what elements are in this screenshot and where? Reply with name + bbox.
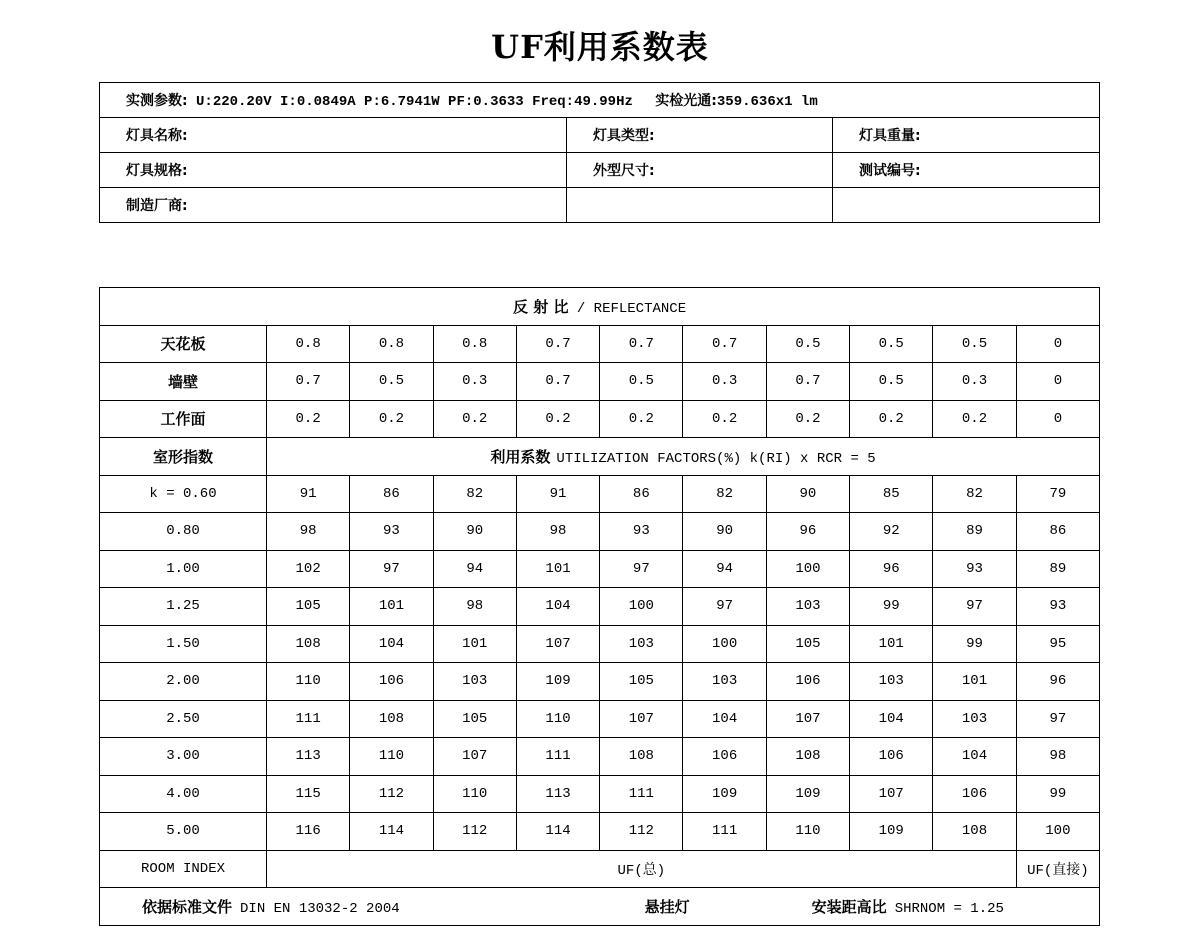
reflectance-header-en: / REFLECTANCE [576,300,687,317]
room-index-value: k = 0.60 [100,475,267,513]
room-index-value: 2.00 [100,663,267,701]
reflectance-value: 0.8 [267,325,350,363]
test-number-label: 测试编号: [833,153,1100,188]
uf-value: 101 [433,625,516,663]
uf-value: 90 [683,513,766,551]
uf-value: 98 [267,513,350,551]
measured-params-label: 实测参数: [126,93,188,109]
uf-value: 96 [850,550,933,588]
uf-value: 107 [433,738,516,776]
luminaire-type-label: 灯具类型: [567,118,833,153]
uf-value: 110 [350,738,433,776]
uf-total-label: UF(总) [267,850,1017,888]
uf-value: 115 [267,775,350,813]
uf-value: 101 [850,625,933,663]
uf-value: 91 [516,475,599,513]
uf-value: 97 [933,588,1016,626]
uf-footer-labels-row [100,850,1100,888]
luminaire-weight-label: 灯具重量: [833,118,1100,153]
reflectance-value: 0.7 [766,363,849,401]
room-index-label: 室形指数 [100,438,267,476]
uf-row [100,775,1100,813]
uf-row [100,813,1100,851]
uf-value: 103 [600,625,683,663]
uf-value: 109 [766,775,849,813]
uf-value: 112 [350,775,433,813]
reflectance-value: 0.5 [850,325,933,363]
uf-value: 109 [516,663,599,701]
reflectance-label: 天花板 [100,325,267,363]
uf-value: 93 [600,513,683,551]
room-index-value: 2.50 [100,700,267,738]
uf-value: 114 [350,813,433,851]
uf-header [267,438,1100,476]
reflectance-value: 0.2 [933,400,1016,438]
uf-value: 105 [600,663,683,701]
reflectance-value: 0.2 [850,400,933,438]
uf-value: 89 [933,513,1016,551]
uf-value: 108 [933,813,1016,851]
uf-value: 86 [600,475,683,513]
uf-value: 99 [1016,775,1099,813]
uf-value: 108 [766,738,849,776]
uf-value: 107 [600,700,683,738]
reflectance-value: 0.8 [433,325,516,363]
uf-value: 116 [267,813,350,851]
empty-cell [833,188,1100,223]
uf-header-en: UTILIZATION FACTORS(%) k(RI) x RCR = 5 [556,450,876,467]
reflectance-value: 0.5 [350,363,433,401]
uf-value: 85 [850,475,933,513]
uf-value: 91 [267,475,350,513]
uf-value: 105 [766,625,849,663]
uf-value: 111 [516,738,599,776]
info-row [100,153,1100,188]
room-index-value: 0.80 [100,513,267,551]
ratio-value: SHRNOM = 1.25 [894,900,1004,917]
reflectance-value: 0.2 [600,400,683,438]
uf-value: 114 [516,813,599,851]
uf-value: 100 [683,625,766,663]
uf-value: 108 [267,625,350,663]
uf-value: 95 [1016,625,1099,663]
luminaire-name-label: 灯具名称: [100,118,567,153]
uf-value: 106 [350,663,433,701]
uf-value: 106 [766,663,849,701]
uf-value: 86 [350,475,433,513]
uf-value: 101 [350,588,433,626]
uf-value: 98 [433,588,516,626]
reflectance-value: 0.5 [850,363,933,401]
reflectance-value: 0 [1016,400,1099,438]
uf-value: 82 [933,475,1016,513]
room-index-value: 4.00 [100,775,267,813]
uf-value: 86 [1016,513,1099,551]
uf-value: 110 [267,663,350,701]
uf-value: 99 [933,625,1016,663]
reflectance-header-row [100,288,1100,326]
reflectance-label: 墙壁 [100,363,267,401]
uf-value: 111 [600,775,683,813]
uf-row [100,588,1100,626]
measured-flux-value: 359.636x1 lm [716,94,818,110]
uf-value: 105 [433,700,516,738]
uf-row [100,700,1100,738]
reflectance-value: 0.7 [683,325,766,363]
reflectance-value: 0 [1016,363,1099,401]
uf-value: 106 [850,738,933,776]
manufacturer-label: 制造厂商: [100,188,567,223]
utilization-factor-table [99,287,1100,926]
uf-value: 110 [433,775,516,813]
uf-row [100,738,1100,776]
measured-params-cell [100,83,1100,118]
measured-flux-label: 实检光通: [655,93,717,109]
uf-direct-label: UF(直接) [1016,850,1099,888]
uf-value: 98 [1016,738,1099,776]
reflectance-value: 0.5 [766,325,849,363]
reflectance-value: 0.3 [933,363,1016,401]
uf-header-cn: 利用系数 [490,447,551,466]
uf-value: 106 [933,775,1016,813]
uf-value: 93 [1016,588,1099,626]
uf-value: 97 [600,550,683,588]
reflectance-row [100,400,1100,438]
uf-value: 104 [516,588,599,626]
uf-value: 111 [683,813,766,851]
uf-value: 109 [850,813,933,851]
uf-value: 100 [600,588,683,626]
reflectance-header [100,288,1100,326]
room-index-value: 1.50 [100,625,267,663]
uf-value: 96 [1016,663,1099,701]
uf-value: 94 [683,550,766,588]
uf-value: 110 [516,700,599,738]
uf-value: 97 [683,588,766,626]
uf-value: 106 [683,738,766,776]
uf-value: 104 [850,700,933,738]
uf-value: 108 [350,700,433,738]
uf-value: 79 [1016,475,1099,513]
reflectance-value: 0.3 [433,363,516,401]
uf-value: 92 [850,513,933,551]
uf-value: 100 [1016,813,1099,851]
reflectance-value: 0 [1016,325,1099,363]
reflectance-value: 0.2 [766,400,849,438]
uf-value: 104 [683,700,766,738]
info-row [100,188,1100,223]
reflectance-value: 0.7 [516,363,599,401]
empty-cell [567,188,833,223]
uf-value: 103 [766,588,849,626]
uf-value: 103 [683,663,766,701]
uf-value: 82 [433,475,516,513]
reflectance-value: 0.2 [433,400,516,438]
reflectance-value: 0.5 [600,363,683,401]
standard-footer [100,888,1100,926]
uf-value: 82 [683,475,766,513]
uf-row [100,663,1100,701]
standard-footer-row [100,888,1100,926]
uf-value: 104 [350,625,433,663]
uf-value: 101 [933,663,1016,701]
reflectance-value: 0.7 [267,363,350,401]
uf-value: 99 [850,588,933,626]
room-index-value: 5.00 [100,813,267,851]
basis-label: 依据标准文件 [142,897,233,916]
uf-value: 97 [1016,700,1099,738]
reflectance-value: 0.2 [516,400,599,438]
uf-value: 105 [267,588,350,626]
uf-value: 90 [433,513,516,551]
mount-type: 悬挂灯 [644,897,690,916]
luminaire-info-table [99,82,1100,223]
basis-value: DIN EN 13032-2 2004 [240,900,400,917]
page-title: UF利用系数表 [491,28,709,66]
uf-value: 103 [850,663,933,701]
room-index-value: 1.25 [100,588,267,626]
uf-value: 113 [516,775,599,813]
room-index-value: 3.00 [100,738,267,776]
luminaire-spec-label: 灯具规格: [100,153,567,188]
reflectance-label: 工作面 [100,400,267,438]
uf-header-row [100,438,1100,476]
uf-value: 93 [933,550,1016,588]
uf-value: 90 [766,475,849,513]
uf-value: 112 [600,813,683,851]
reflectance-header-cn: 反 射 比 [513,297,569,316]
uf-value: 107 [850,775,933,813]
room-index-value: 1.00 [100,550,267,588]
reflectance-value: 0.2 [683,400,766,438]
uf-value: 100 [766,550,849,588]
uf-value: 94 [433,550,516,588]
uf-value: 103 [933,700,1016,738]
reflectance-value: 0.2 [267,400,350,438]
reflectance-value: 0.7 [516,325,599,363]
room-index-en-label: ROOM INDEX [100,850,267,888]
uf-value: 109 [683,775,766,813]
uf-value: 111 [267,700,350,738]
uf-value: 98 [516,513,599,551]
uf-value: 113 [267,738,350,776]
uf-value: 108 [600,738,683,776]
uf-value: 89 [1016,550,1099,588]
reflectance-value: 0.3 [683,363,766,401]
measured-params-row [100,83,1100,118]
uf-value: 107 [766,700,849,738]
reflectance-value: 0.2 [350,400,433,438]
uf-value: 96 [766,513,849,551]
uf-value: 112 [433,813,516,851]
reflectance-value: 0.5 [933,325,1016,363]
uf-value: 101 [516,550,599,588]
uf-value: 104 [933,738,1016,776]
uf-row [100,550,1100,588]
info-row [100,118,1100,153]
reflectance-value: 0.7 [600,325,683,363]
uf-row [100,475,1100,513]
reflectance-value: 0.8 [350,325,433,363]
uf-row [100,513,1100,551]
measured-params-values: U:220.20V I:0.0849A P:6.7941W PF:0.3633 Freq:49.99Hz [196,94,633,110]
uf-row [100,625,1100,663]
uf-value: 93 [350,513,433,551]
reflectance-row [100,363,1100,401]
dimensions-label: 外型尺寸: [567,153,833,188]
uf-value: 110 [766,813,849,851]
ratio-label: 安装距高比 [811,897,887,916]
uf-value: 102 [267,550,350,588]
reflectance-row [100,325,1100,363]
uf-value: 103 [433,663,516,701]
uf-value: 107 [516,625,599,663]
uf-value: 97 [350,550,433,588]
